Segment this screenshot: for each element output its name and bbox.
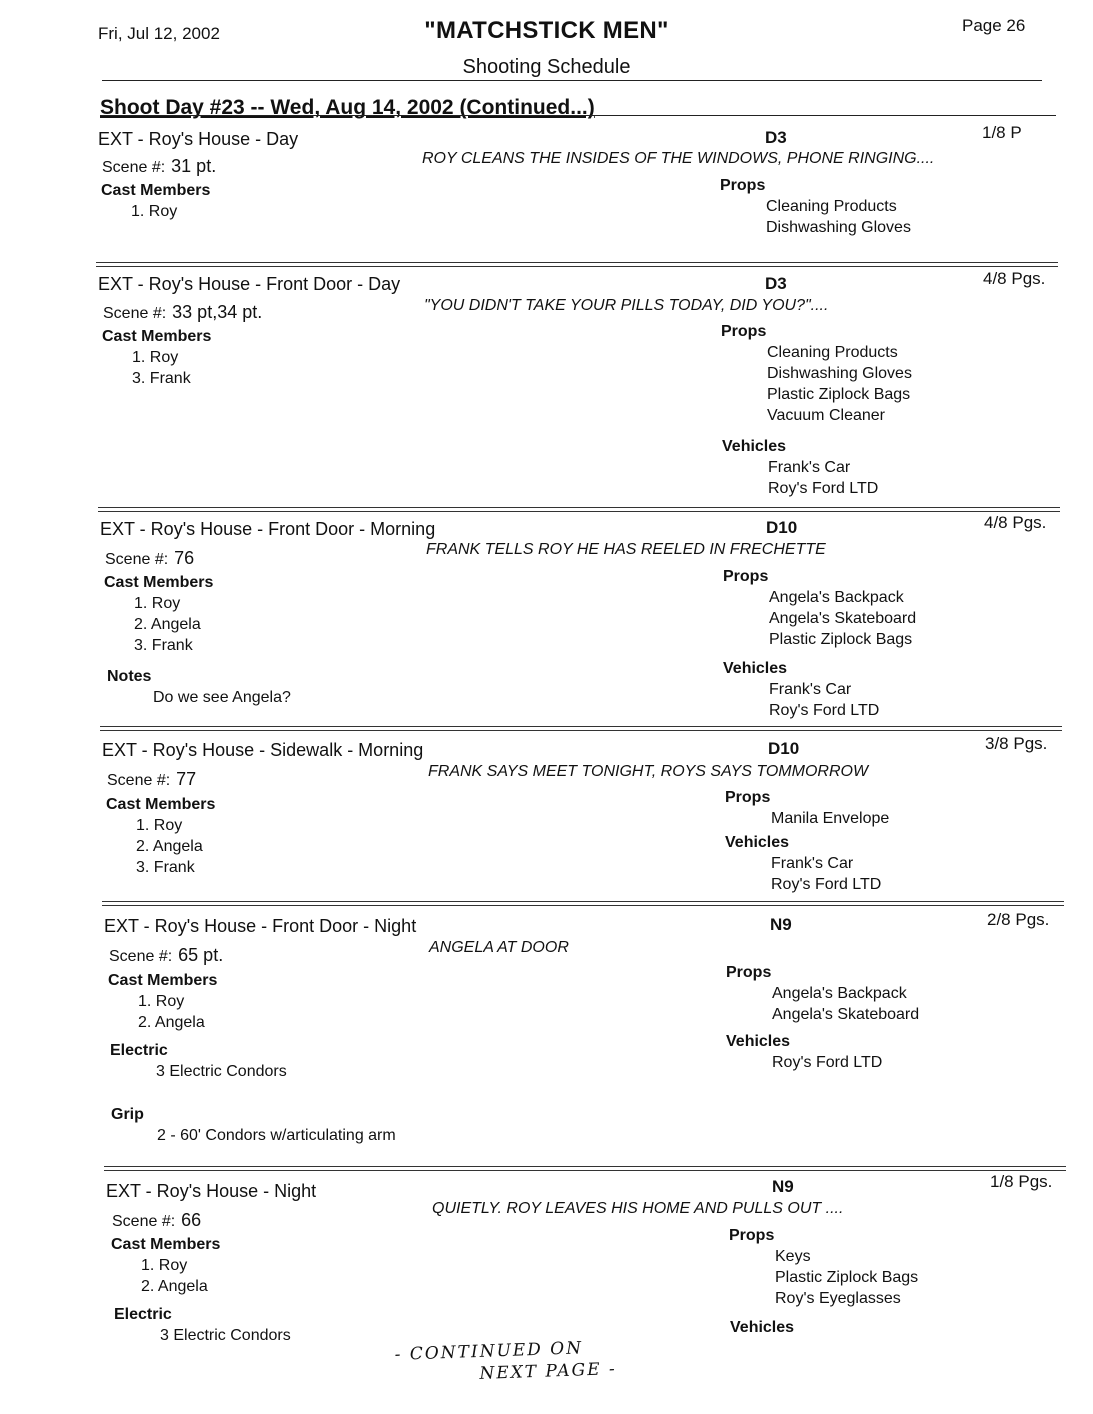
shoot-day-title: Shoot Day #23 -- Wed, Aug 14, 2002 (Continued...)	[100, 96, 595, 119]
scene-separator	[102, 901, 1064, 906]
prop-item: Angela's Skateboard	[772, 1006, 920, 1023]
electric-list	[114, 1304, 291, 1346]
grip-label: Grip	[111, 1106, 144, 1123]
day-night-code: D3	[765, 274, 787, 293]
props-list	[726, 962, 919, 1025]
day-night-code: N9	[772, 1177, 794, 1196]
scene-number-value: 66	[181, 1210, 202, 1230]
props-label: Props	[725, 789, 771, 806]
day-night-code: D10	[766, 518, 798, 537]
scene-number-label: Scene #:	[109, 948, 173, 965]
day-night-code: D3	[765, 128, 787, 147]
prop-item: Plastic Ziplock Bags	[767, 386, 911, 403]
cast-member: 1. Roy	[138, 993, 185, 1010]
document-title: "MATCHSTICK MEN"	[424, 17, 669, 44]
props-label: Props	[726, 964, 772, 981]
vehicles-label: Vehicles	[722, 438, 787, 455]
vehicles-label: Vehicles	[723, 660, 788, 677]
vehicle-item: Frank's Car	[771, 855, 854, 872]
electric-list	[110, 1040, 287, 1082]
props-label: Props	[720, 177, 766, 194]
scene-description: FRANK TELLS ROY HE HAS REELED IN FRECHETTE	[426, 541, 826, 558]
notes-label: Notes	[107, 668, 152, 685]
page-count: 1/8 Pgs.	[990, 1172, 1053, 1191]
note-item: Do we see Angela?	[153, 689, 291, 706]
scene-description: ANGELA AT DOOR	[429, 939, 569, 956]
header-rule	[102, 80, 1042, 81]
scene-number-label: Scene #:	[103, 305, 167, 322]
scene-number-value: 76	[174, 548, 195, 568]
prop-item: Cleaning Products	[767, 344, 898, 361]
props-list	[721, 321, 912, 426]
props-label: Props	[721, 323, 767, 340]
cast-members-label: Cast Members	[106, 796, 216, 813]
electric-label: Electric	[110, 1042, 168, 1059]
cast-members-label: Cast Members	[111, 1236, 221, 1253]
grip-list	[111, 1104, 396, 1146]
scene-description: ROY CLEANS THE INSIDES OF THE WINDOWS, PHONE RINGING....	[422, 150, 935, 167]
vehicles-label: Vehicles	[725, 834, 790, 851]
cast-member: 1. Roy	[141, 1257, 188, 1274]
prop-item: Angela's Backpack	[769, 589, 904, 606]
vehicles-list	[722, 436, 878, 499]
page-count: 4/8 Pgs.	[984, 513, 1047, 532]
electric-item: 3 Electric Condors	[160, 1327, 291, 1344]
cast-members-label: Cast Members	[102, 328, 212, 345]
scene-number-value: 77	[176, 769, 197, 789]
scene-number	[109, 945, 223, 966]
vehicle-item: Frank's Car	[769, 681, 852, 698]
scene-location: EXT - Roy's House - Sidewalk - Morning	[102, 740, 424, 760]
scene-number	[103, 302, 262, 323]
electric-item: 3 Electric Condors	[156, 1063, 287, 1080]
cast-members-label: Cast Members	[108, 972, 218, 989]
page-number: Page 26	[962, 16, 1026, 35]
page-count: 4/8 Pgs.	[983, 269, 1046, 288]
handwritten-line: - CONTINUED ON	[394, 1338, 584, 1365]
scene-location: EXT - Roy's House - Front Door - Night	[104, 916, 417, 936]
cast-members	[101, 180, 210, 222]
page-count: 1/8 P	[982, 123, 1022, 142]
prop-item: Angela's Skateboard	[769, 610, 917, 627]
electric-label: Electric	[114, 1306, 172, 1323]
prop-item: Keys	[775, 1248, 811, 1265]
cast-member: 3. Frank	[132, 370, 191, 387]
day-night-code: D10	[768, 739, 800, 758]
scene-description: FRANK SAYS MEET TONIGHT, ROYS SAYS TOMMORROW	[428, 763, 869, 780]
header-date: Fri, Jul 12, 2002	[98, 24, 220, 43]
cast-member: 1. Roy	[132, 349, 179, 366]
prop-item: Dishwashing Gloves	[766, 219, 911, 236]
scene-location: EXT - Roy's House - Night	[106, 1181, 317, 1201]
cast-member: 2. Angela	[141, 1278, 208, 1295]
props-label: Props	[729, 1227, 775, 1244]
props-list	[720, 175, 911, 238]
shoot-day-rule	[100, 115, 1056, 116]
cast-members	[106, 794, 215, 878]
vehicle-item: Roy's Ford LTD	[772, 1054, 883, 1071]
vehicles-list	[725, 832, 881, 895]
cast-member: 1. Roy	[131, 203, 178, 220]
scene-number-value: 33 pt,34 pt.	[172, 302, 263, 322]
vehicles-list	[730, 1317, 794, 1338]
scene-location: EXT - Roy's House - Front Door - Morning	[100, 519, 436, 539]
scene-number-label: Scene #:	[107, 772, 171, 789]
cast-members-label: Cast Members	[104, 574, 214, 591]
cast-member: 3. Frank	[136, 859, 195, 876]
cast-members	[102, 326, 211, 389]
prop-item: Manila Envelope	[771, 810, 890, 827]
scene-number	[107, 769, 196, 790]
vehicles-list	[726, 1031, 882, 1073]
day-night-code: N9	[770, 915, 792, 934]
prop-item: Cleaning Products	[766, 198, 897, 215]
cast-members-label: Cast Members	[101, 182, 211, 199]
cast-member: 2. Angela	[138, 1014, 205, 1031]
cast-members	[104, 572, 213, 656]
vehicles-label: Vehicles	[730, 1319, 795, 1336]
props-list	[725, 787, 889, 829]
document-subtitle: Shooting Schedule	[462, 56, 631, 78]
scene-number	[102, 156, 216, 177]
scene-number-value: 31 pt.	[171, 156, 217, 176]
prop-item: Plastic Ziplock Bags	[769, 631, 913, 648]
props-list	[729, 1225, 918, 1309]
page-count: 2/8 Pgs.	[987, 910, 1050, 929]
scene-number-label: Scene #:	[102, 159, 166, 176]
prop-item: Angela's Backpack	[772, 985, 907, 1002]
handwritten-line: NEXT PAGE -	[479, 1359, 618, 1384]
vehicles-label: Vehicles	[726, 1033, 791, 1050]
scene-separator	[104, 1166, 1066, 1171]
prop-item: Roy's Eyeglasses	[775, 1290, 901, 1307]
cast-members	[111, 1234, 220, 1297]
scene-location: EXT - Roy's House - Day	[98, 129, 299, 149]
vehicle-item: Frank's Car	[768, 459, 851, 476]
scene-number-value: 65 pt.	[178, 945, 224, 965]
scene-number	[112, 1210, 201, 1231]
grip-item: 2 - 60' Condors w/articulating arm	[157, 1127, 396, 1144]
scene-separator	[100, 726, 1062, 731]
prop-item: Dishwashing Gloves	[767, 365, 912, 382]
scene-separator	[98, 507, 1060, 512]
props-list	[723, 566, 916, 650]
prop-item: Plastic Ziplock Bags	[775, 1269, 919, 1286]
scene-number	[105, 548, 194, 569]
scene-separator	[96, 262, 1058, 267]
scene-number-label: Scene #:	[112, 1213, 176, 1230]
cast-member: 2. Angela	[134, 616, 201, 633]
scene-description: "YOU DIDN'T TAKE YOUR PILLS TODAY, DID YOU?"....	[424, 297, 829, 314]
vehicle-item: Roy's Ford LTD	[771, 876, 882, 893]
page-count: 3/8 Pgs.	[985, 734, 1048, 753]
prop-item: Vacuum Cleaner	[767, 407, 885, 424]
vehicles-list	[723, 658, 879, 721]
vehicle-item: Roy's Ford LTD	[769, 702, 880, 719]
cast-member: 1. Roy	[134, 595, 181, 612]
cast-member: 3. Frank	[134, 637, 193, 654]
cast-member: 1. Roy	[136, 817, 183, 834]
scene-description: QUIETLY. ROY LEAVES HIS HOME AND PULLS OUT ....	[432, 1200, 844, 1217]
cast-members	[108, 970, 217, 1033]
props-label: Props	[723, 568, 769, 585]
scene-location: EXT - Roy's House - Front Door - Day	[98, 274, 401, 294]
scene-number-label: Scene #:	[105, 551, 169, 568]
vehicle-item: Roy's Ford LTD	[768, 480, 879, 497]
handwritten-continued-note	[394, 1336, 617, 1388]
notes	[107, 666, 291, 708]
cast-member: 2. Angela	[136, 838, 203, 855]
